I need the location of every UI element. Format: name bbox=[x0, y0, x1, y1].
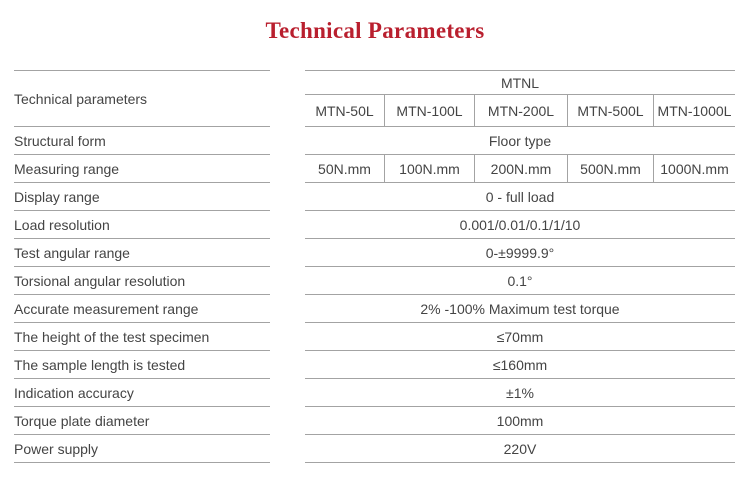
column-gap bbox=[270, 155, 305, 183]
param-value-cells bbox=[305, 155, 735, 183]
param-value-cell: 200N.mm bbox=[474, 155, 567, 182]
column-gap bbox=[270, 435, 305, 463]
model-header-row bbox=[305, 95, 735, 127]
series-header-cell: MTNL bbox=[305, 70, 735, 95]
param-label: Power supply bbox=[14, 435, 270, 463]
table-row bbox=[14, 351, 735, 379]
table-header-row bbox=[14, 70, 735, 127]
model-header-cell: MTN-100L bbox=[384, 95, 474, 126]
spec-table bbox=[0, 70, 750, 463]
param-label: Load resolution bbox=[14, 211, 270, 239]
param-value-cell: 1000N.mm bbox=[653, 155, 735, 182]
column-gap bbox=[270, 351, 305, 379]
param-label: Test angular range bbox=[14, 239, 270, 267]
param-value: 220V bbox=[305, 435, 735, 463]
param-label: Indication accuracy bbox=[14, 379, 270, 407]
param-value: 100mm bbox=[305, 407, 735, 435]
column-gap bbox=[270, 127, 305, 155]
table-row bbox=[14, 127, 735, 155]
param-label: Torque plate diameter bbox=[14, 407, 270, 435]
model-header-cell: MTN-1000L bbox=[653, 95, 735, 126]
param-value: 0-±9999.9° bbox=[305, 239, 735, 267]
table-row bbox=[14, 407, 735, 435]
column-gap bbox=[270, 267, 305, 295]
param-label: Accurate measurement range bbox=[14, 295, 270, 323]
param-label: Structural form bbox=[14, 127, 270, 155]
param-label: Measuring range bbox=[14, 155, 270, 183]
table-row bbox=[14, 435, 735, 463]
model-header-cell: MTN-500L bbox=[567, 95, 653, 126]
page-title: Technical Parameters bbox=[265, 18, 485, 43]
table-row bbox=[14, 295, 735, 323]
column-gap bbox=[270, 379, 305, 407]
header-right bbox=[305, 70, 735, 127]
table-row bbox=[14, 379, 735, 407]
param-rows bbox=[14, 127, 735, 463]
param-value: 0.1° bbox=[305, 267, 735, 295]
column-gap bbox=[270, 70, 305, 127]
param-label: Torsional angular resolution bbox=[14, 267, 270, 295]
param-label: The sample length is tested bbox=[14, 351, 270, 379]
table-row bbox=[14, 155, 735, 183]
column-gap bbox=[270, 211, 305, 239]
param-value: ≤160mm bbox=[305, 351, 735, 379]
param-value-cell: 500N.mm bbox=[567, 155, 653, 182]
table-row bbox=[14, 323, 735, 351]
param-value: 0 - full load bbox=[305, 183, 735, 211]
param-value: ±1% bbox=[305, 379, 735, 407]
model-header-cell: MTN-50L bbox=[315, 102, 374, 119]
table-row bbox=[14, 239, 735, 267]
param-label: The height of the test specimen bbox=[14, 323, 270, 351]
column-gap bbox=[270, 295, 305, 323]
param-value: 2% -100% Maximum test torque bbox=[305, 295, 735, 323]
column-gap bbox=[270, 407, 305, 435]
title-bar bbox=[0, 0, 750, 70]
table-row bbox=[14, 267, 735, 295]
model-header-cell: MTN-200L bbox=[474, 95, 567, 126]
param-value: ≤70mm bbox=[305, 323, 735, 351]
column-gap bbox=[270, 323, 305, 351]
param-value: Floor type bbox=[305, 127, 735, 155]
param-value: 0.001/0.01/0.1/1/10 bbox=[305, 211, 735, 239]
table-row bbox=[14, 211, 735, 239]
param-value-cell: 100N.mm bbox=[384, 155, 474, 182]
param-value-cell: 50N.mm bbox=[318, 160, 371, 177]
param-label: Display range bbox=[14, 183, 270, 211]
table-row bbox=[14, 183, 735, 211]
column-gap bbox=[270, 239, 305, 267]
column-gap bbox=[270, 183, 305, 211]
param-label: Technical parameters bbox=[14, 70, 270, 127]
